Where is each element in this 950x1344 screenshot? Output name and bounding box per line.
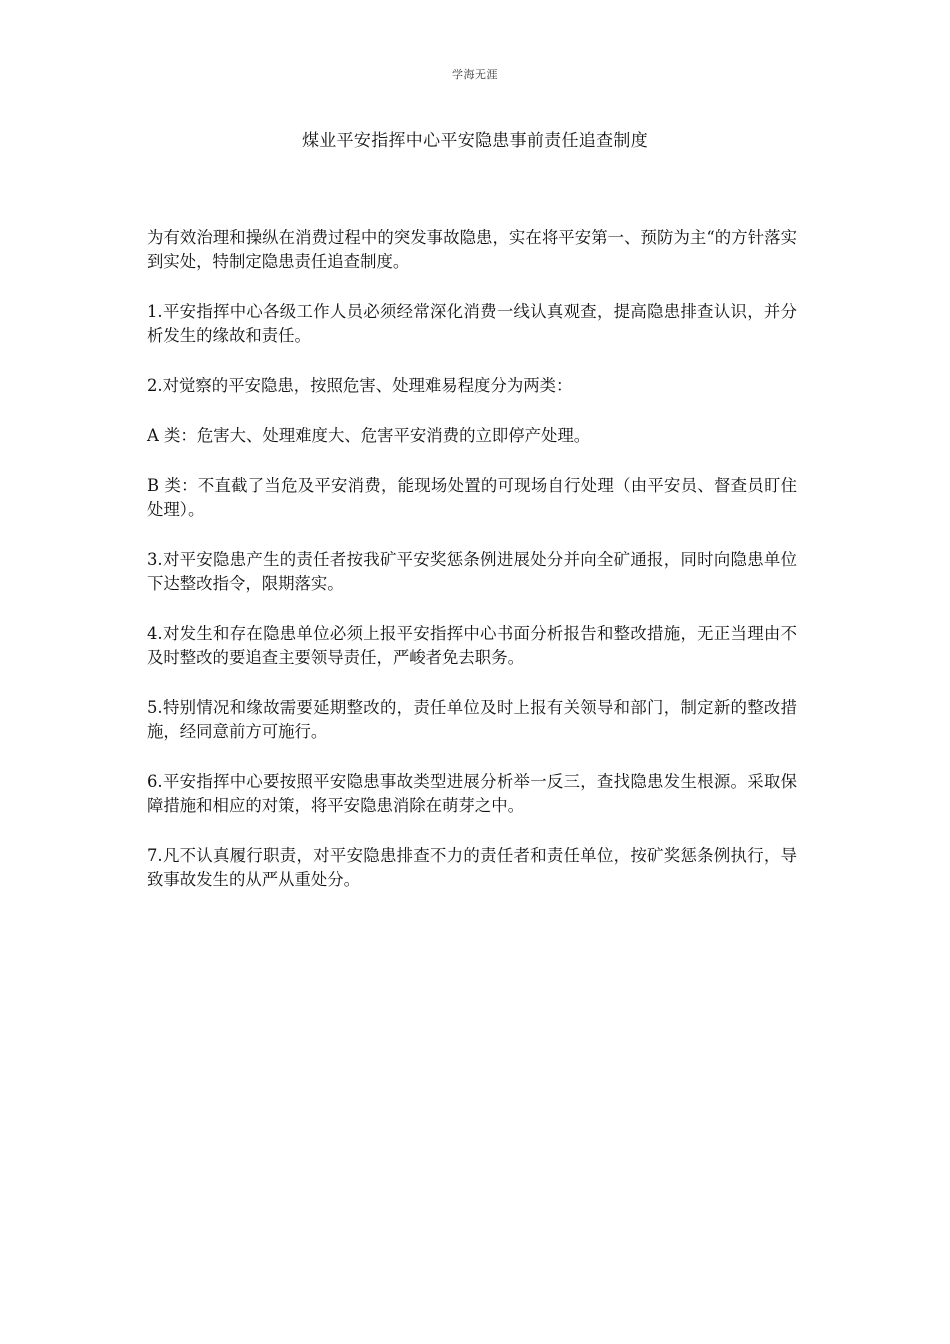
document-title: 煤业平安指挥中心平安隐患事前责任追查制度 xyxy=(302,131,648,151)
paragraph-intro: 为有效治理和操纵在消费过程中的突发事故隐患，实在将平安第一、预防为主“的方针落实到实处，特制定隐患责任追查制度。 xyxy=(147,228,797,271)
paragraph-item-2: 2.对觉察的平安隐患，按照危害、处理难易程度分为两类： xyxy=(147,376,573,395)
paragraph-item-7: 7.凡不认真履行职责，对平安隐患排查不力的责任者和责任单位，按矿奖惩条例执行，导致事故发生的从严从重处分。 xyxy=(147,846,797,889)
paragraph-category-a: A 类：危害大、处理难度大、危害平安消费的立即停产处理。 xyxy=(147,426,591,445)
paragraph-item-1: 1.平安指挥中心各级工作人员必须经常深化消费一线认真观查，提高隐患排查认识，并分析发生的缘故和责任。 xyxy=(147,302,797,345)
page-header: 学海无涯 xyxy=(452,68,498,81)
paragraph-item-3: 3.对平安隐患产生的责任者按我矿平安奖惩条例进展处分并向全矿通报，同时向隐患单位下达整改指令，限期落实。 xyxy=(147,550,797,593)
document-body xyxy=(147,226,797,918)
paragraph-item-4: 4.对发生和存在隐患单位必须上报平安指挥中心书面分析报告和整改措施，无正当理由不及时整改的要追查主要领导责任，严峻者免去职务。 xyxy=(147,624,797,667)
paragraph-category-b: B 类：不直截了当危及平安消费，能现场处置的可现场自行处理（由平安员、督查员盯住处理）。 xyxy=(147,476,797,519)
paragraph-item-6: 6.平安指挥中心要按照平安隐患事故类型进展分析举一反三，查找隐患发生根源。采取保障措施和相应的对策，将平安隐患消除在萌芽之中。 xyxy=(147,772,797,815)
paragraph-item-5: 5.特别情况和缘故需要延期整改的，责任单位及时上报有关领导和部门，制定新的整改措施，经同意前方可施行。 xyxy=(147,698,797,741)
